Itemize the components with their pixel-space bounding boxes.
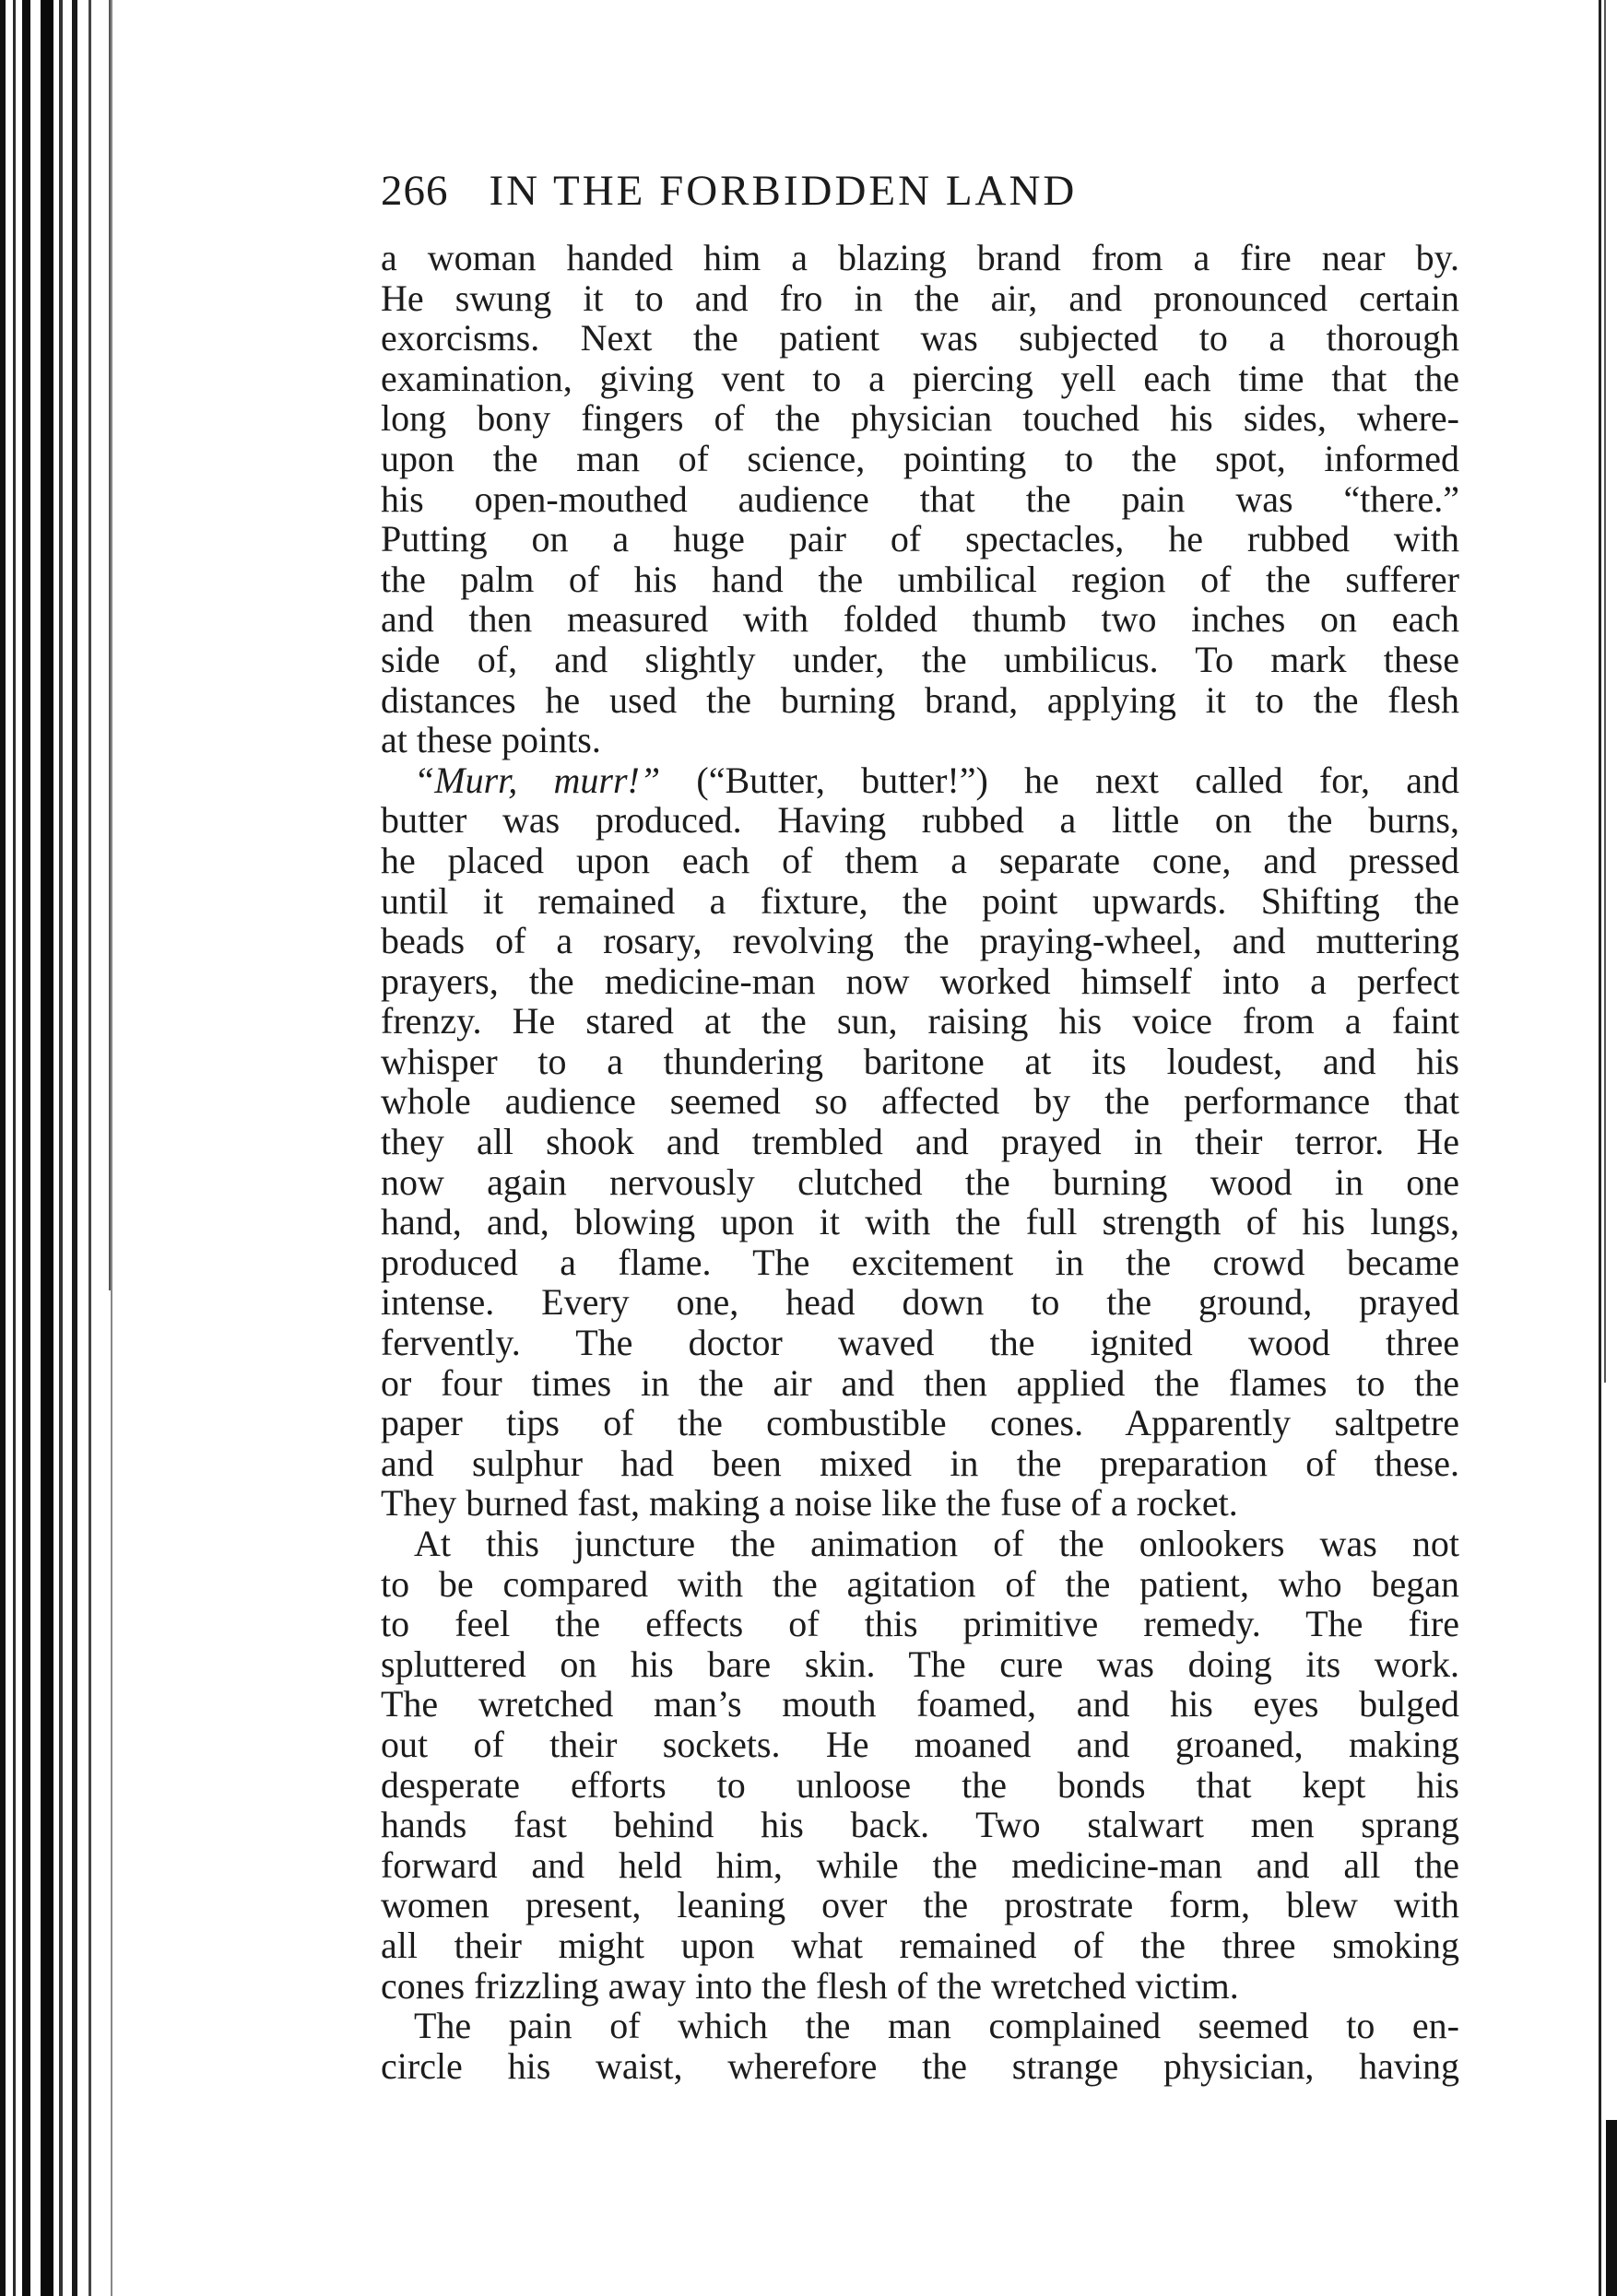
- text-line: until it remained a fixture, the point upwards. Shifting the: [381, 879, 1459, 922]
- text-line: to be compared with the agitation of the patient, who began: [381, 1562, 1459, 1605]
- text-line: prayers, the medicine-man now worked himself into a perfect: [381, 960, 1459, 1002]
- text-line: hand, and, blowing upon it with the full strength of his lungs,: [381, 1201, 1459, 1243]
- paragraph-1: [381, 238, 1459, 760]
- text-line: distances he used the burning brand, applying it to the flesh: [381, 678, 1459, 721]
- text-line: side of, and slightly under, the umbilicus. To mark these: [381, 638, 1459, 680]
- text-line: They burned fast, making a noise like the fuse of a rocket.: [381, 1482, 1238, 1525]
- text-line: a woman handed him a blazing brand from a fire near by.: [381, 237, 1459, 278]
- text-line: cones frizzling away into the flesh of the wretched victim.: [381, 1964, 1239, 2007]
- text-line: spluttered on his bare skin. The cure was doing its work.: [381, 1643, 1459, 1685]
- text-line: butter was produced. Having rubbed a little on the burns,: [381, 799, 1459, 842]
- text-line: upon the man of science, pointing to the spot, informed: [381, 437, 1459, 479]
- text-line: he placed upon each of them a separate cone, and pressed: [381, 839, 1459, 881]
- text-line: out of their sockets. He moaned and groaned, making: [381, 1723, 1459, 1765]
- text-line: desperate efforts to unloose the bonds that kept his: [381, 1763, 1459, 1806]
- text-line: Putting on a huge pair of spectacles, he rubbed with: [381, 518, 1459, 560]
- running-title: IN THE FORBIDDEN LAND: [489, 167, 1078, 215]
- paragraph-4: [381, 2006, 1459, 2086]
- body-text: [381, 238, 1459, 2086]
- text-line: and sulphur had been mixed in the preparation of these.: [381, 1442, 1459, 1484]
- text-line: He swung it to and fro in the air, and pronounced certain: [381, 277, 1459, 319]
- text-line: the palm of his hand the umbilical region of the sufferer: [381, 558, 1459, 600]
- text-line-first: The pain of which the man complained seemed to en-: [414, 2005, 1459, 2047]
- text-line: all their might upon what remained of the three smoking: [381, 1924, 1459, 1966]
- text-line: frenzy. He stared at the sun, raising his voice from a faint: [381, 1000, 1459, 1042]
- italic-quote: “Murr, murr!”: [414, 759, 661, 801]
- text-line: paper tips of the combustible cones. Apparently saltpetre: [381, 1402, 1459, 1444]
- text-line: women present, leaning over the prostrate form, blew with: [381, 1884, 1459, 1926]
- text-line: and then measured with folded thumb two inches on each: [381, 598, 1459, 641]
- binding-edge-right: [1597, 0, 1617, 2296]
- text-line: circle his waist, wherefore the strange physician, having: [381, 2044, 1459, 2087]
- text-line: whisper to a thundering baritone at its loudest, and his: [381, 1040, 1459, 1082]
- text-line: at these points.: [381, 719, 601, 761]
- text-line: now again nervously clutched the burning wood in one: [381, 1160, 1459, 1203]
- text-line: hands fast behind his back. Two stalwart men sprang: [381, 1804, 1459, 1846]
- text-line: fervently. The doctor waved the ignited wood three: [381, 1322, 1459, 1364]
- page-number: 266: [381, 167, 449, 215]
- binding-edge-left: [0, 0, 129, 2296]
- text-line: exorcisms. Next the patient was subjected to a thorough: [381, 317, 1459, 359]
- text-line: examination, giving vent to a piercing yell each time that the: [381, 357, 1459, 399]
- text-line-first: “Murr, murr!” (“Butter, butter!”) he next called for, and: [414, 759, 1459, 801]
- text-line-first: At this juncture the animation of the onlookers was not: [414, 1523, 1459, 1564]
- paragraph-3: [381, 1524, 1459, 2006]
- text-line: long bony fingers of the physician touched his sides, where-: [381, 397, 1459, 440]
- text-line: his open-mouthed audience that the pain was “there.”: [381, 477, 1459, 520]
- paragraph-2: [381, 760, 1459, 1524]
- text-line: they all shook and trembled and prayed in their terror. He: [381, 1121, 1459, 1163]
- text-line: or four times in the air and then applied the flames to the: [381, 1361, 1459, 1404]
- text-line: beads of a rosary, revolving the praying-wheel, and muttering: [381, 920, 1459, 962]
- text-line: intense. Every one, head down to the ground, prayed: [381, 1281, 1459, 1324]
- page-header: [381, 166, 1459, 230]
- text-line: to feel the effects of this primitive remedy. The fire: [381, 1603, 1459, 1645]
- text-line: The wretched man’s mouth foamed, and his eyes bulged: [381, 1683, 1459, 1725]
- text-line: whole audience seemed so affected by the performance that: [381, 1080, 1459, 1123]
- text-line: forward and held him, while the medicine-man and all the: [381, 1843, 1459, 1886]
- text-line: produced a flame. The excitement in the crowd became: [381, 1241, 1459, 1283]
